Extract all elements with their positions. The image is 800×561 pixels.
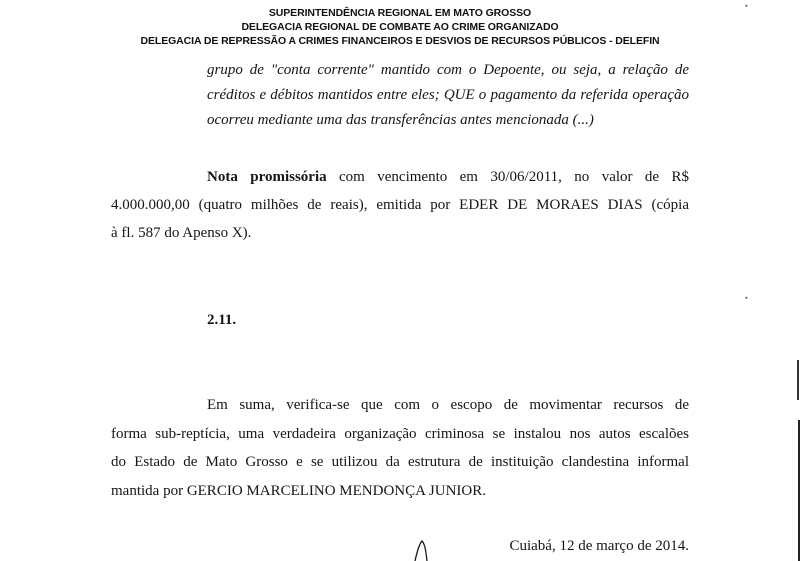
document-header bbox=[0, 6, 800, 48]
quote-line: ocorreu mediante uma das transferências antes mencionada (...) bbox=[207, 112, 594, 128]
nota-bold-lead: Nota promissória bbox=[207, 169, 327, 185]
quote-line: créditos e débitos mantidos entre eles; QUE o pagamento da referida operação bbox=[207, 87, 689, 103]
summary-line: do Estado de Mato Grosso e se utilizou da estrutura de instituição clandestina informal bbox=[111, 454, 689, 470]
nota-line-3: à fl. 587 do Apenso X). bbox=[111, 225, 252, 241]
scan-edge-shadow bbox=[796, 360, 800, 561]
summary-line: mantida por GERCIO MARCELINO MENDONÇA JUNIOR. bbox=[111, 482, 486, 499]
quote-line: grupo de "conta corrente" mantido com o Depoente, ou seja, a relação de bbox=[207, 62, 689, 78]
summary-line: forma sub-reptícia, uma verdadeira organização criminosa se instalou nos autos escalões bbox=[111, 425, 689, 442]
summary-paragraph bbox=[111, 391, 689, 505]
header-line-delefin: DELEGACIA DE REPRESSÃO A CRIMES FINANCEIROS E DESVIOS DE RECURSOS PÚBLICOS - DELEFIN bbox=[140, 35, 660, 47]
nota-line-2: 4.000.000,00 (quatro milhões de reais), emitida por EDER DE MORAES DIAS (cópia bbox=[111, 197, 689, 213]
scan-speck: • bbox=[744, 2, 749, 11]
summary-line: Em suma, verifica-se que com o escopo de movimentar recursos de bbox=[207, 397, 689, 413]
section-number: 2.11. bbox=[207, 312, 237, 328]
scan-speck: • bbox=[744, 294, 749, 303]
header-line-delegacia-regional: DELEGACIA REGIONAL DE COMBATE AO CRIME ORGANIZADO bbox=[241, 21, 559, 33]
header-line-superintendencia: SUPERINTENDÊNCIA REGIONAL EM MATO GROSSO bbox=[268, 7, 532, 19]
signature-mark bbox=[408, 538, 438, 561]
nota-line-1-text: com vencimento em 30/06/2011, no valor de R$ bbox=[326, 169, 689, 185]
testimony-quote bbox=[207, 58, 689, 133]
dateline: Cuiabá, 12 de março de 2014. bbox=[509, 538, 689, 554]
nota-line-1 bbox=[111, 163, 689, 191]
promissory-note-paragraph bbox=[111, 163, 689, 247]
